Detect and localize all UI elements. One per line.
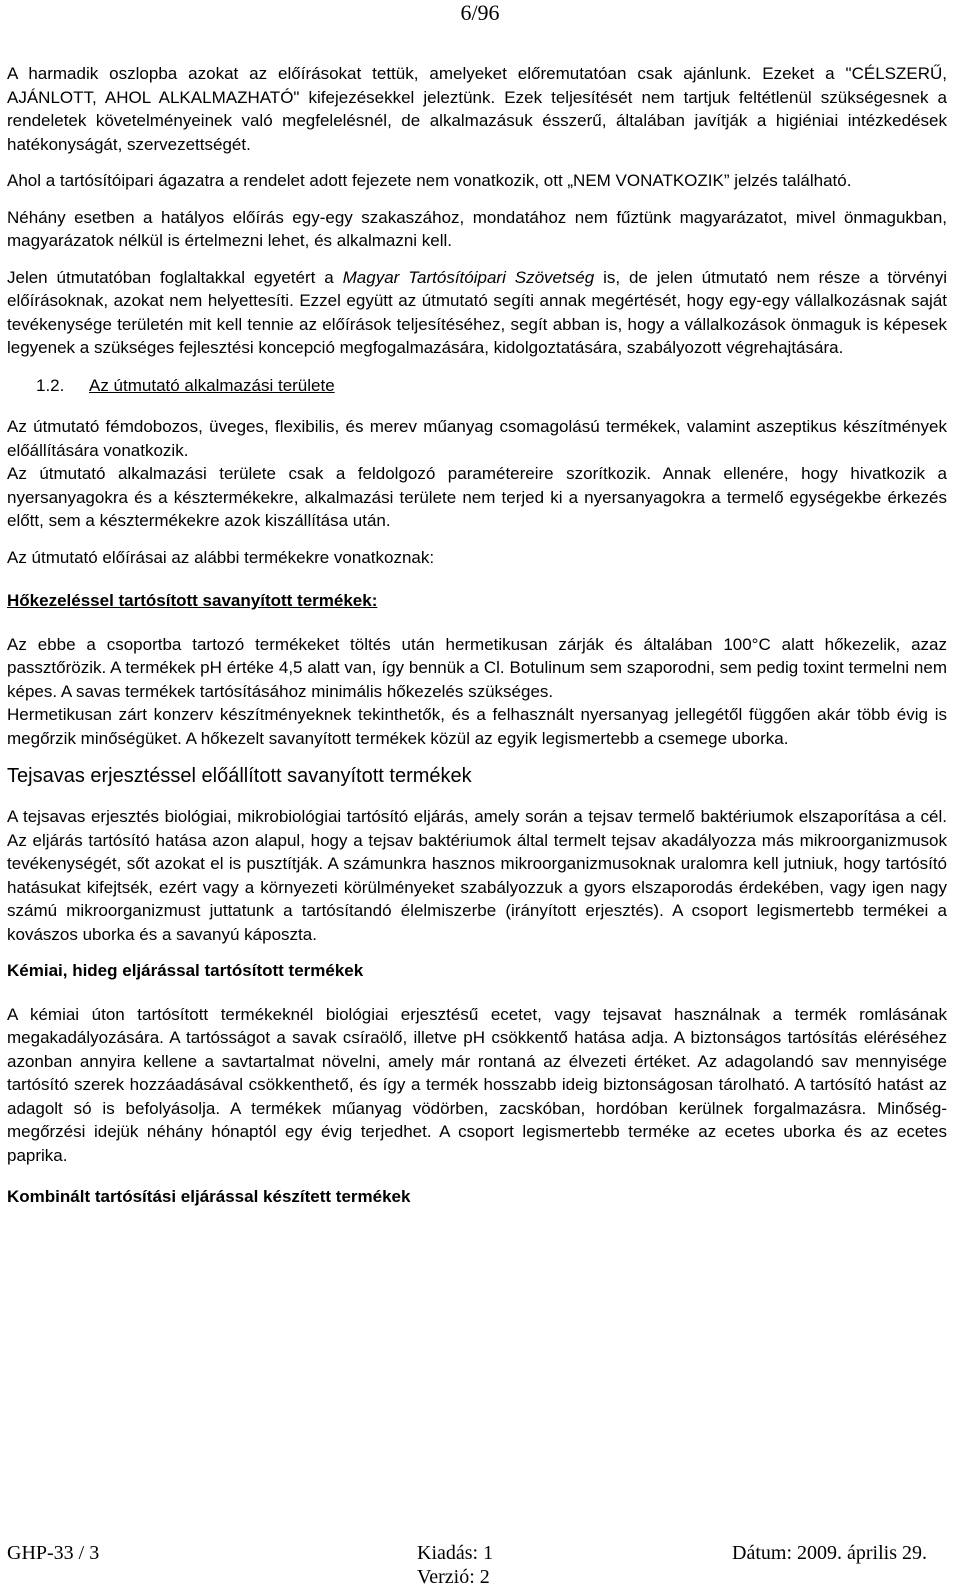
paragraph-federation [7, 266, 947, 360]
scope-paragraph-1: Az útmutató fémdobozos, üveges, flexibilis, és merev műanyag csomagolású termékek, valamint aszeptikus készítmények előállítására vonatkozik. [7, 417, 947, 460]
federation-name: Magyar Tartósítóipari Szövetség [342, 267, 595, 287]
document-body [7, 62, 947, 1229]
footer-doc-id: GHP-33 / 3 [7, 1542, 100, 1564]
heading-combined: Kombinált tartósítási eljárással készített termékek [7, 1187, 411, 1206]
section-number: 1.2. [36, 375, 65, 395]
footer-date: Dátum: 2009. április 29. [732, 1542, 927, 1564]
scope-paragraph-2: Az útmutató alkalmazási területe csak a feldolgozó paramétereire szorítkozik. Annak ellenére, hogy hivatkozik a nyersanyagokra és a késztermékekre, alkalmazási területe nem terjed ki a nyersanyagokra a termelő egységekbe érkezés előtt, sem a késztermékekre azok kiszállítása után. [7, 464, 947, 530]
footer-edition-block [417, 1541, 537, 1589]
section-title: Az útmutató alkalmazási területe [89, 375, 335, 395]
paragraph-third-column: A harmadik oszlopba azokat az előírásokat tettük, amelyeket előremutatóan csak ajánlunk. Ezeket a "CÉLSZERŰ, AJÁNLOTT, AHOL ALKALMAZHATÓ" kifejezésekkel jeleztünk. Ezek teljesítését nem tartjuk feltétlenül szükségesnek a rendeletek követelményeinek való megfelelésnél, de alkalmazásuk ésszerű, általában javítják a higiéniai intézkedések hatékonyságát, szervezettségét. [7, 64, 947, 154]
paragraph-not-applicable: Ahol a tartósítóipari ágazatra a rendelet adott fejezete nem vonatkozik, ott „NEM VONATKOZIK” jelzés található. [7, 171, 852, 190]
heading-lactic-fermentation: Tejsavas erjesztéssel előállított savanyított termékek [7, 765, 472, 787]
federation-text-before: Jelen útmutatóban foglaltakkal egyetért a [7, 267, 343, 287]
footer-edition: Kiadás: 1 [417, 1542, 494, 1564]
paragraph-no-explanation: Néhány esetben a hatályos előírás egy-egy szakaszához, mondatához nem fűztünk magyarázatot, mivel önmagukban, magyarázatok nélkül is értelmezni lehet, és alkalmazni kell. [7, 207, 947, 250]
footer-version: Verzió: 2 [417, 1566, 490, 1588]
heading-chemical-cold: Kémiai, hideg eljárással tartósított termékek [7, 961, 364, 980]
page-number: 6/96 [460, 0, 500, 25]
heat-paragraph-2: Hermetikusan zárt konzerv készítményeknek tekinthetők, és a felhasznált nyersanyag jellegétől függően akár több évig is megőrzik minőségüket. A hőkezelt savanyított termékek közül az egyik legismertebb a csemege uborka. [7, 705, 947, 748]
heat-paragraph-1: Az ebbe a csoportba tartozó termékeket töltés után hermetikusan zárják és általában 100°C alatt hőkezelik, azaz passztőrözik. A termékek pH értéke 4,5 alatt van, így bennük a Cl. Botulinum sem szaporodni, sem pedig toxint termelni nem képes. A savas termékek tartósításához minimális hőkezelés szükséges. [7, 634, 947, 701]
federation-text-after: is, de jelen útmutató nem része a törvényi előírásoknak, azokat nem helyettesíti. Ezzel együtt az útmutató segíti annak megértését, hogy egy-egy vállalkozásnak saját tevékenysége területén mit kell tennie az előírások teljesítéséhez, segít abban is, hogy a vállalkozások önmaguk is képesek legyenek a szükséges fejlesztési koncepció megfogalmazására, kidolgoztatására, szabályozott végrehajtására. [7, 267, 948, 357]
scope-paragraph-3: Az útmutató előírásai az alábbi termékekre vonatkoznak: [7, 547, 435, 567]
chemical-paragraph: A kémiai úton tartósított termékeknél biológiai erjesztésű ecetet, vagy tejsavat használnak a termék romlásának megakadályozására. A tartósságot a savak csíraölő, illetve pH csökkentő hatása adja. A biztonságos tartósítás eléréséhez azonban annyira kellene a savtartalmat növelni, amely már rontaná az élvezeti értéket. Az adagolandó sav mennyisége tartósító szerek hozzáadásával csökkenthető, és így a termék hosszabb ideig biztonságosan tárolható. A tartósító hatást az adagolt só is befolyásolja. A termékek műanyag vödörben, zacskóban, hordóban kerülnek forgalmazásra. Minőség-megőrzési idejük néhány hónaptól egy évig terjedhet. A csoport legismertebb terméke az ecetes uborka és az ecetes paprika. [7, 1004, 947, 1165]
lactic-paragraph: A tejsavas erjesztés biológiai, mikrobiológiai tartósító eljárás, amely során a tejsav termelő baktériumok elszaporítása a cél. Az eljárás tartósító hatása azon alapul, hogy a tejsav baktériumok által termelt tejsav akadályozza más mikroorganizmusok tevékenységét, sőt azokat el is pusztítják. A számunkra hasznos mikroorganizmusoknak uralomra kell jutniuk, hogy tartósító hatásukat kifejtsék, ezért vagy a környezeti körülményeket szabályozzuk a gyors elszaporodás érdekében, vagy igen nagy számú mikroorganizmust juttatunk a tartósítandó élelmiszerbe (irányított erjesztés). A csoport legismertebb termékei a kovászos uborka és a savanyú káposzta. [7, 807, 947, 944]
section-heading [7, 374, 947, 398]
heading-heat-treated: Hőkezeléssel tartósított savanyított termékek: [7, 591, 378, 610]
